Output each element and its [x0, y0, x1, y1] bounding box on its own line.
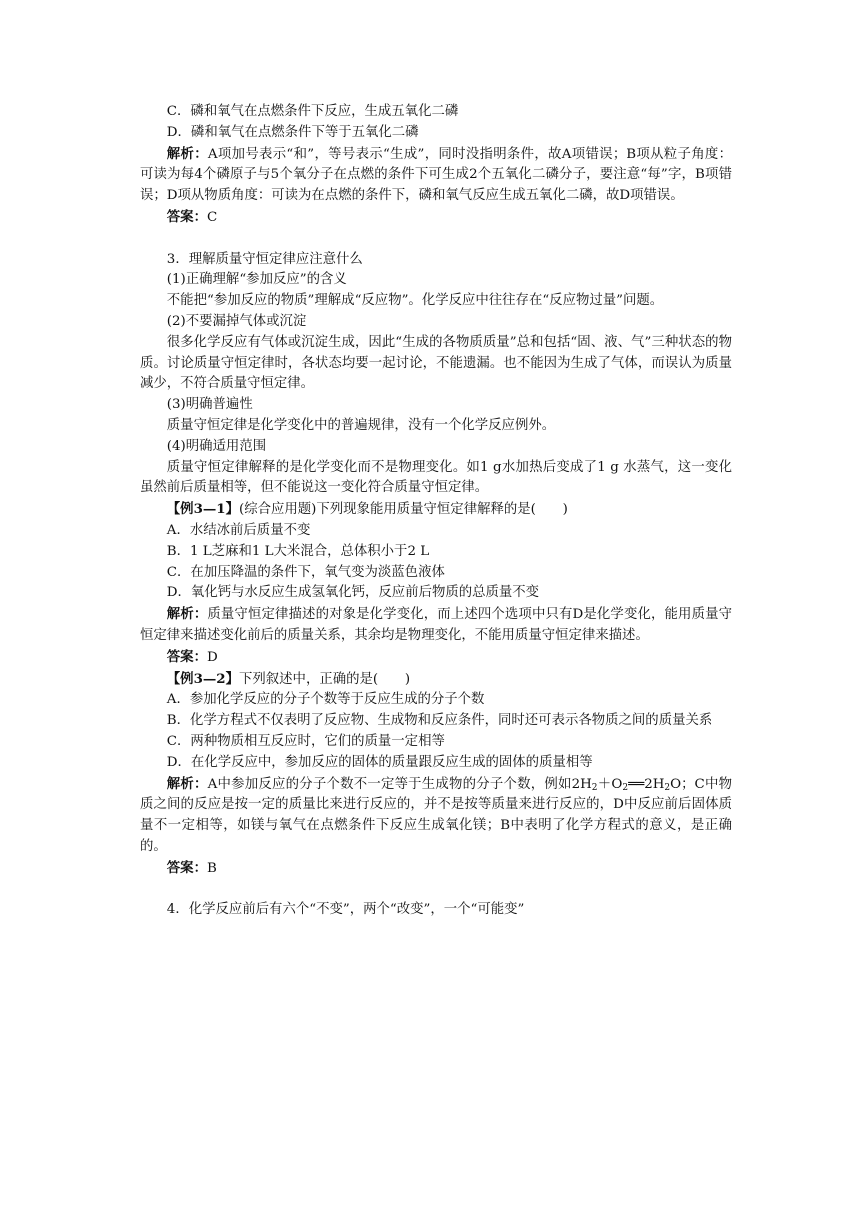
subscript: 2 [622, 782, 629, 793]
example-3-1-answer-value: D [206, 649, 218, 665]
document-body [140, 102, 732, 921]
example-3-1-analysis [140, 604, 732, 647]
example-3-2-question [140, 669, 732, 691]
example-3-1-answer [140, 647, 732, 669]
section-3-4-title: (4)明确适用范围 [166, 438, 267, 454]
option-c-line: C．磷和氧气在点燃条件下反应，生成五氧化二磷 [166, 104, 459, 119]
subscript: 2 [664, 782, 671, 793]
analysis-text-part: A中参加反应的分子个数不一定等于生成物的分子个数，例如2H [207, 776, 592, 792]
example-3-1-text: (综合应用题)下列现象能用质量守恒定律解释的是( ) [239, 502, 568, 518]
option-d-line: D．磷和氧气在点燃条件下等于五氧化二磷 [166, 124, 419, 140]
example-3-2-analysis-label: 解析： [166, 775, 208, 792]
section-3-3-title: (3)明确普遍性 [166, 397, 253, 413]
example-3-1-analysis-label: 解析： [166, 606, 208, 623]
analysis-text-part: ══2H [628, 776, 665, 792]
example-3-2-option-d: D．在化学反应中，参加反应的固体的质量跟反应生成的固体的质量相等 [166, 754, 593, 770]
example-3-1-option-c: C．在加压降温的条件下，氧气变为淡蓝色液体 [166, 564, 445, 580]
example-3-1-option-d: D．氧化钙与水反应生成氢氧化钙，反应前后物质的总质量不变 [166, 585, 540, 601]
example-3-1-analysis-text: 质量守恒定律描述的对象是化学变化，而上述四个选项中只有D是化学变化，能用质量守恒定律来描述变化前后的质量关系，其余均是物理变化，不能用质量守恒定律来描述。 [140, 607, 733, 643]
analysis-text-part: ＋O [597, 776, 623, 792]
section-4-title: 4．化学反应前后有六个“不变”，两个“改变”，一个“可能变” [166, 902, 525, 918]
spacer [140, 229, 732, 250]
example-3-2-answer-label: 答案： [166, 859, 207, 876]
spacer [140, 879, 732, 900]
example-3-2-option-c: C．两种物质相互反应时，它们的质量一定相等 [166, 733, 445, 749]
analysis-text: A项加号表示“和”，等号表示“生成”，同时没指明条件，故A项错误；B项从粒子角度：可读为每4个磷原子与5个氧分子在点燃的条件下可生成2个五氧化二磷分子，要注意“每”字，B项错误；D项从物质角度：可读为在点燃的条件下，磷和氧气反应生成五氧化二磷，故D项错误。 [140, 146, 733, 204]
example-3-2-option-b: B．化学方程式不仅表明了反应物、生成物和反应条件，同时还可表示各物质之间的质量关系 [166, 713, 713, 729]
example-3-2-option-a: A．参加化学反应的分子个数等于反应生成的分子个数 [166, 692, 485, 708]
example-3-1-option-a: A．水结冰前后质量不变 [166, 522, 311, 538]
example-3-2-label: 【例3—2】 [166, 670, 239, 687]
answer-value: C [206, 209, 218, 225]
example-3-1-option-b: B．1 L芝麻和1 L大米混合，总体积小于2 L [166, 543, 430, 559]
example-3-2-answer [140, 858, 732, 880]
section-3-1-title: (1)正确理解“参加反应”的含义 [166, 272, 347, 288]
answer-line [140, 207, 732, 229]
example-3-1-question [140, 499, 732, 521]
example-3-1-label: 【例3—1】 [166, 501, 239, 518]
section-3-2-title: (2)不要漏掉气体或沉淀 [166, 313, 307, 329]
section-3-2-body: 很多化学反应有气体或沉淀生成，因此“生成的各物质质量”总和包括“固、液、气”三种状态的物质。讨论质量守恒定律时，各状态均要一起讨论，不能遗漏。也不能因为生成了气体，而误认为质量减少，不符合质量守恒定律。 [140, 334, 732, 392]
section-3-4-body: 质量守恒定律解释的是化学变化而不是物理变化。如1 g水加热后变成了1 g 水蒸气，这一变化虽然前后质量相等，但不能说这一变化符合质量守恒定律。 [140, 459, 732, 496]
analysis-paragraph [140, 144, 732, 207]
example-3-2-text: 下列叙述中，正确的是( ) [239, 671, 411, 687]
section-3-1-body: 不能把“参加反应的物质”理解成“反应物”。化学反应中往往存在“反应物过量”问题。 [166, 293, 664, 309]
example-3-2-answer-value: B [206, 860, 217, 876]
example-3-1-answer-label: 答案： [166, 648, 207, 665]
section-3-title: 3．理解质量守恒定律应注意什么 [166, 251, 363, 267]
answer-label: 答案： [166, 208, 207, 225]
analysis-label: 解析： [166, 145, 208, 162]
analysis-text-part: O；C中物质之间的反应是按一定的质量比来进行反应的，并不是按等质量来进行反应的，D中反应前后固体质量不一定相等，如镁与氧气在点燃条件下反应生成氧化镁；B中表明了化学方程式的意义，是正确的。 [140, 776, 733, 854]
example-3-2-analysis [140, 774, 732, 858]
subscript: 2 [591, 782, 598, 793]
section-3-3-body: 质量守恒定律是化学变化中的普遍规律，没有一个化学反应例外。 [166, 417, 556, 433]
